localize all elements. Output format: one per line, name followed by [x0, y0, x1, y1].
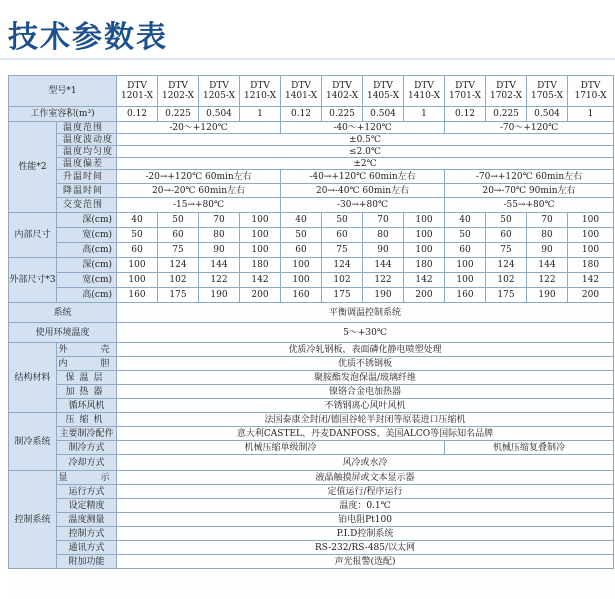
spec-table-panel [8, 75, 615, 599]
volume-value: 0.504 [363, 107, 404, 122]
size-value: 50 [117, 228, 158, 243]
size-value: 122 [199, 273, 240, 288]
refrigeration-row [9, 441, 614, 455]
size-value: 80 [363, 228, 404, 243]
size-value: 100 [445, 273, 486, 288]
size-value: 175 [486, 288, 527, 303]
parts-value: 意大利CASTEL、丹麦DANFOSS、美国ALCO等国际知名品牌 [117, 427, 614, 441]
structure-item-value: 不锈钢离心风叶风机 [117, 399, 614, 413]
parts-label: 主要制冷配件 [57, 427, 117, 441]
volume-value: 1 [404, 107, 445, 122]
size-value: 175 [158, 288, 199, 303]
size-value: 142 [240, 273, 281, 288]
refrigeration-group-label: 制冷系统 [9, 413, 57, 471]
model-cell: DTV 1210-X [240, 76, 281, 107]
temp-uniform-value: ≤2.0℃ [117, 146, 614, 158]
model-cell: DTV 1701-X [445, 76, 486, 107]
volume-value: 0.12 [281, 107, 322, 122]
size-value: 75 [322, 243, 363, 258]
perf-row-heat [9, 170, 614, 184]
size-value: 75 [486, 243, 527, 258]
perf-row-alt [9, 198, 614, 213]
heat-time-value: -70→+120℃ 60min左右 [445, 170, 614, 184]
temp-range-value: -70～+120℃ [445, 122, 614, 134]
volume-value: 0.504 [527, 107, 568, 122]
perf-row-dev [9, 158, 614, 170]
structure-group-label: 结构材料 [9, 343, 57, 413]
size-value: 190 [527, 288, 568, 303]
control-item-value: 定值运行/程序运行 [117, 485, 614, 499]
model-cell: DTV 1205-X [199, 76, 240, 107]
volume-value: 0.225 [158, 107, 199, 122]
size-value: 100 [404, 243, 445, 258]
refrigeration-row [9, 427, 614, 441]
size-value: 100 [117, 258, 158, 273]
control-row [9, 499, 614, 513]
size-value: 75 [158, 243, 199, 258]
size-value: 60 [322, 228, 363, 243]
volume-value: 0.12 [117, 107, 158, 122]
control-row [9, 513, 614, 527]
control-item-label: 通讯方式 [57, 541, 117, 555]
structure-row [9, 357, 614, 371]
control-item-label: 显 示 [58, 472, 115, 483]
size-value: 160 [281, 288, 322, 303]
structure-item-value: 优质不锈钢板 [117, 357, 614, 371]
size-value: 144 [527, 258, 568, 273]
refrigeration-row [9, 413, 614, 427]
system-value: 平衡调温控制系统 [117, 303, 614, 323]
control-item-label: 运行方式 [57, 485, 117, 499]
size-value: 142 [568, 273, 614, 288]
cooling-method-label: 制冷方式 [57, 441, 117, 455]
control-item-label: 附加功能 [57, 555, 117, 569]
outer-size-row [9, 258, 614, 273]
size-value: 160 [117, 288, 158, 303]
model-cell: DTV 1201-X [117, 76, 158, 107]
size-value: 144 [199, 258, 240, 273]
model-cell: DTV 1202-X [158, 76, 199, 107]
temp-range-value: -20～+120℃ [117, 122, 281, 134]
structure-item-label: 外 壳 [58, 344, 115, 355]
control-item-value: 温度：0.1℃ [117, 499, 614, 513]
inner-size-row [9, 228, 614, 243]
size-value: 70 [199, 213, 240, 228]
inner-height-label: 高(cm) [57, 243, 117, 258]
size-value: 80 [527, 228, 568, 243]
size-value: 60 [281, 243, 322, 258]
inner-size-group-label: 内部尺寸 [9, 213, 57, 258]
spec-table [8, 75, 614, 569]
size-value: 50 [486, 213, 527, 228]
size-value: 90 [363, 243, 404, 258]
page-title: 技术参数表 [8, 20, 168, 55]
size-value: 60 [486, 228, 527, 243]
heat-time-value: -40→+120℃ 60min左右 [281, 170, 445, 184]
size-value: 175 [322, 288, 363, 303]
cool-time-value: 20→-40℃ 60min左右 [281, 184, 445, 198]
cool-time-value: 20→-20℃ 60min左右 [117, 184, 281, 198]
alt-range-value: -30→+80℃ [281, 198, 445, 213]
outer-width-label: 宽(cm) [57, 273, 117, 288]
system-label: 系统 [9, 303, 117, 323]
alt-range-label: 交变范围 [57, 198, 117, 213]
size-value: 90 [527, 243, 568, 258]
cool-time-value: 20→-70℃ 90min左右 [445, 184, 614, 198]
size-value: 180 [568, 258, 614, 273]
volume-value: 0.12 [445, 107, 486, 122]
temp-range-value: -40～+120℃ [281, 122, 445, 134]
system-row [9, 303, 614, 323]
volume-value: 1 [568, 107, 614, 122]
size-value: 60 [158, 228, 199, 243]
heat-time-value: -20→+120℃ 60min左右 [117, 170, 281, 184]
temp-dev-label: 温度偏差 [57, 158, 117, 170]
model-cell: DTV 1702-X [486, 76, 527, 107]
alt-range-value: -55→+80℃ [445, 198, 614, 213]
size-value: 180 [404, 258, 445, 273]
structure-row [9, 343, 614, 357]
model-row [9, 76, 614, 107]
volume-row [9, 107, 614, 122]
volume-value: 1 [240, 107, 281, 122]
model-cell: DTV 1401-X [281, 76, 322, 107]
control-item-label: 设定精度 [57, 499, 117, 513]
structure-item-label: 保温层 [57, 371, 117, 385]
compressor-value: 法国泰康全封闭/德国谷轮半封闭等原装进口压缩机 [117, 413, 614, 427]
control-row [9, 485, 614, 499]
size-value: 124 [486, 258, 527, 273]
size-value: 100 [240, 228, 281, 243]
control-group-label: 控制系统 [9, 471, 57, 569]
size-value: 90 [199, 243, 240, 258]
volume-value: 0.504 [199, 107, 240, 122]
temp-range-label: 温度范围 [57, 122, 117, 134]
size-value: 100 [240, 213, 281, 228]
temp-uniform-label: 温度均匀度 [57, 146, 117, 158]
structure-item-label: 加热器 [57, 385, 117, 399]
size-value: 124 [158, 258, 199, 273]
refrigeration-row [9, 455, 614, 471]
size-value: 80 [199, 228, 240, 243]
cooling-method-value: 机械压缩复叠制冷 [445, 441, 614, 455]
cool-time-label: 降温时间 [57, 184, 117, 198]
size-value: 60 [445, 243, 486, 258]
size-value: 40 [281, 213, 322, 228]
model-cell: DTV 1410-X [404, 76, 445, 107]
control-item-label: 温度测量 [57, 513, 117, 527]
perf-row-fluct [9, 134, 614, 146]
temp-fluct-label: 温度波动度 [57, 134, 117, 146]
heat-time-label: 升温时间 [57, 170, 117, 184]
size-value: 70 [363, 213, 404, 228]
control-row [9, 555, 614, 569]
control-item-value: RS-232/RS-485/以太网 [117, 541, 614, 555]
cooling-mode-value: 风冷或水冷 [117, 455, 614, 471]
temp-fluct-value: ±0.5℃ [117, 134, 614, 146]
outer-size-row [9, 273, 614, 288]
control-row [9, 471, 614, 485]
size-value: 102 [322, 273, 363, 288]
model-cell: DTV 1710-X [568, 76, 614, 107]
volume-label: 工作室容积(m³) [9, 107, 117, 122]
size-value: 60 [117, 243, 158, 258]
model-label: 型号*1 [9, 76, 117, 107]
control-item-label: 控制方式 [57, 527, 117, 541]
alt-range-value: -15→+80℃ [117, 198, 281, 213]
size-value: 70 [527, 213, 568, 228]
model-cell: DTV 1402-X [322, 76, 363, 107]
volume-value: 0.225 [486, 107, 527, 122]
size-value: 100 [568, 243, 614, 258]
structure-item-value: 优质冷轧钢板，表面磷化静电喷塑处理 [117, 343, 614, 357]
size-value: 190 [363, 288, 404, 303]
env-temp-label: 使用环境温度 [9, 323, 117, 343]
size-value: 100 [404, 213, 445, 228]
size-value: 200 [568, 288, 614, 303]
structure-row [9, 399, 614, 413]
size-value: 100 [568, 213, 614, 228]
outer-size-group-label: 外部尺寸*3 [9, 258, 57, 303]
control-row [9, 541, 614, 555]
model-cell: DTV 1705-X [527, 76, 568, 107]
size-value: 122 [527, 273, 568, 288]
env-temp-value: 5～+30℃ [117, 323, 614, 343]
structure-item-label: 循环风机 [57, 399, 117, 413]
temp-dev-value: ±2℃ [117, 158, 614, 170]
structure-item-label: 内 胆 [58, 358, 115, 369]
inner-depth-label: 深(cm) [57, 213, 117, 228]
size-value: 50 [322, 213, 363, 228]
structure-row [9, 371, 614, 385]
size-value: 100 [281, 258, 322, 273]
inner-size-row [9, 243, 614, 258]
size-value: 142 [404, 273, 445, 288]
size-value: 50 [445, 228, 486, 243]
size-value: 50 [158, 213, 199, 228]
size-value: 160 [445, 288, 486, 303]
outer-depth-label: 深(cm) [57, 258, 117, 273]
size-value: 200 [404, 288, 445, 303]
compressor-label: 压缩机 [57, 413, 117, 427]
size-value: 124 [322, 258, 363, 273]
size-value: 122 [363, 273, 404, 288]
control-item-value: P.I.D控制系统 [117, 527, 614, 541]
structure-row [9, 385, 614, 399]
model-cell: DTV 1405-X [363, 76, 404, 107]
inner-width-label: 宽(cm) [57, 228, 117, 243]
env-temp-row [9, 323, 614, 343]
size-value: 144 [363, 258, 404, 273]
size-value: 100 [240, 243, 281, 258]
perf-row-uniform [9, 146, 614, 158]
outer-size-row [9, 288, 614, 303]
perf-row-temp-range [9, 122, 614, 134]
structure-item-value: 聚胺酯发泡保温/玻璃纤维 [117, 371, 614, 385]
size-value: 100 [568, 228, 614, 243]
control-item-value: 铂电阻Pt100 [117, 513, 614, 527]
size-value: 102 [486, 273, 527, 288]
structure-item-value: 镍铬合金电加热器 [117, 385, 614, 399]
cooling-method-value: 机械压缩单级制冷 [117, 441, 445, 455]
outer-height-label: 高(cm) [57, 288, 117, 303]
cooling-mode-label: 冷却方式 [57, 455, 117, 471]
performance-group-label: 性能*2 [9, 122, 57, 213]
control-item-value: 液晶触摸屏或文本显示器 [117, 471, 614, 485]
control-item-value: 声光报警(选配) [117, 555, 614, 569]
perf-row-cool [9, 184, 614, 198]
size-value: 102 [158, 273, 199, 288]
size-value: 100 [404, 228, 445, 243]
title-divider [0, 58, 615, 60]
size-value: 100 [445, 258, 486, 273]
size-value: 40 [117, 213, 158, 228]
inner-size-row [9, 213, 614, 228]
size-value: 190 [199, 288, 240, 303]
volume-value: 0.225 [322, 107, 363, 122]
size-value: 40 [445, 213, 486, 228]
size-value: 200 [240, 288, 281, 303]
control-row [9, 527, 614, 541]
size-value: 100 [281, 273, 322, 288]
size-value: 100 [117, 273, 158, 288]
size-value: 50 [281, 228, 322, 243]
size-value: 180 [240, 258, 281, 273]
